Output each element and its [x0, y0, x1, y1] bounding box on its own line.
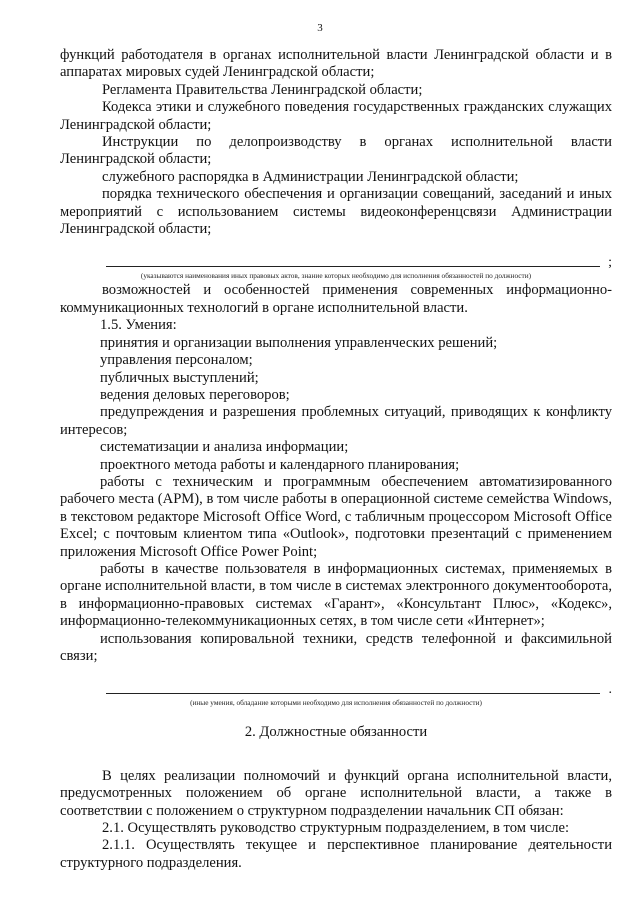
blank-caption: (иные умения, обладание которыми необходимо для исполнения обязанностей по должности) — [190, 698, 482, 708]
section-title: 2. Должностные обязанности — [244, 724, 428, 741]
paragraph: 2.1. Осуществлять руководство структурным подразделением, в том числе: — [102, 820, 570, 837]
paragraph: функций работодателя в органах исполнительной власти Ленинградской области и в аппаратах мировых судей Ленинградской области; — [60, 47, 612, 81]
end-mark: ; — [608, 255, 612, 271]
list-item: ведения деловых переговоров; — [100, 386, 290, 403]
list-item: использования копировальной техники, средств телефонной и факсимильной связи; — [60, 630, 612, 664]
list-item: проектного метода работы и календарного планирования; — [100, 456, 460, 473]
list-item: публичных выступлений; — [100, 369, 259, 386]
list-item: управления персоналом; — [100, 352, 253, 369]
skills-list — [60, 282, 612, 665]
underline — [106, 266, 600, 267]
paragraph: В целях реализации полномочий и функций органа исполнительной власти, предусмотренных положением об органе исполнительной власти, а также в соответствии с положением о структурном подразделении начальник СП обязан: — [60, 767, 612, 819]
paragraph: порядка технического обеспечения и организации совещаний, заседаний и иных мероприятий с использованием системы видеоконференцсвязи Администрации Ленинградской области; — [60, 186, 612, 238]
paragraph: 2.1.1. Осуществлять текущее и перспективное планирование деятельности структурного подразделения. — [60, 837, 612, 871]
underline — [106, 693, 600, 694]
duties-section — [60, 768, 612, 872]
list-item: предупреждения и разрешения проблемных ситуаций, приводящих к конфликту интересов; — [60, 404, 612, 438]
paragraph: Инструкции по делопроизводству в органах исполнительной власти Ленинградской области; — [60, 134, 612, 168]
blank-fill-line-legal-acts — [60, 250, 612, 270]
list-item: принятия и организации выполнения управленческих решений; — [100, 334, 498, 351]
subsection-heading: 1.5. Умения: — [100, 317, 177, 334]
paragraph: Регламента Правительства Ленинградской области; — [102, 81, 423, 98]
blank-fill-line-skills — [60, 677, 612, 697]
paragraph: Кодекса этики и служебного поведения государственных гражданских служащих Ленинградской области; — [60, 99, 612, 133]
page-number: 3 — [317, 22, 323, 34]
list-item: работы с техническим и программным обеспечением автоматизированного рабочего места (АРМ), в том числе работы в операционной системе семейства Windows, в текстовом редакторе Microsoft Office Word, с табличным процессором Microsoft Office Excel; с почтовым клиентом типа «Outlook», подготовки презентаций с применением приложения Microsoft Office Power Point; — [60, 473, 612, 560]
end-mark: . — [608, 682, 612, 697]
document-body — [60, 47, 612, 872]
list-item: систематизации и анализа информации; — [100, 439, 349, 456]
list-item: работы в качестве пользователя в информационных системах, применяемых в органе исполнительной власти, в том числе в системах электронного документооборота, в информационно-правовых системах «Гарант», «Консультант Плюс», «Кодекс», информационно-телекоммуникационных сетях, в том числе сети «Интернет»; — [60, 560, 612, 630]
blank-caption: (указываются наименования иных правовых актов, знание которых необходимо для исполнения обязанностей по должности) — [140, 271, 532, 281]
legal-acts-list — [60, 47, 612, 238]
paragraph: возможностей и особенностей применения современных информационно-коммуникационных технологий в органе исполнительной власти. — [60, 282, 612, 316]
paragraph: служебного распорядка в Администрации Ленинградской области; — [102, 168, 519, 185]
